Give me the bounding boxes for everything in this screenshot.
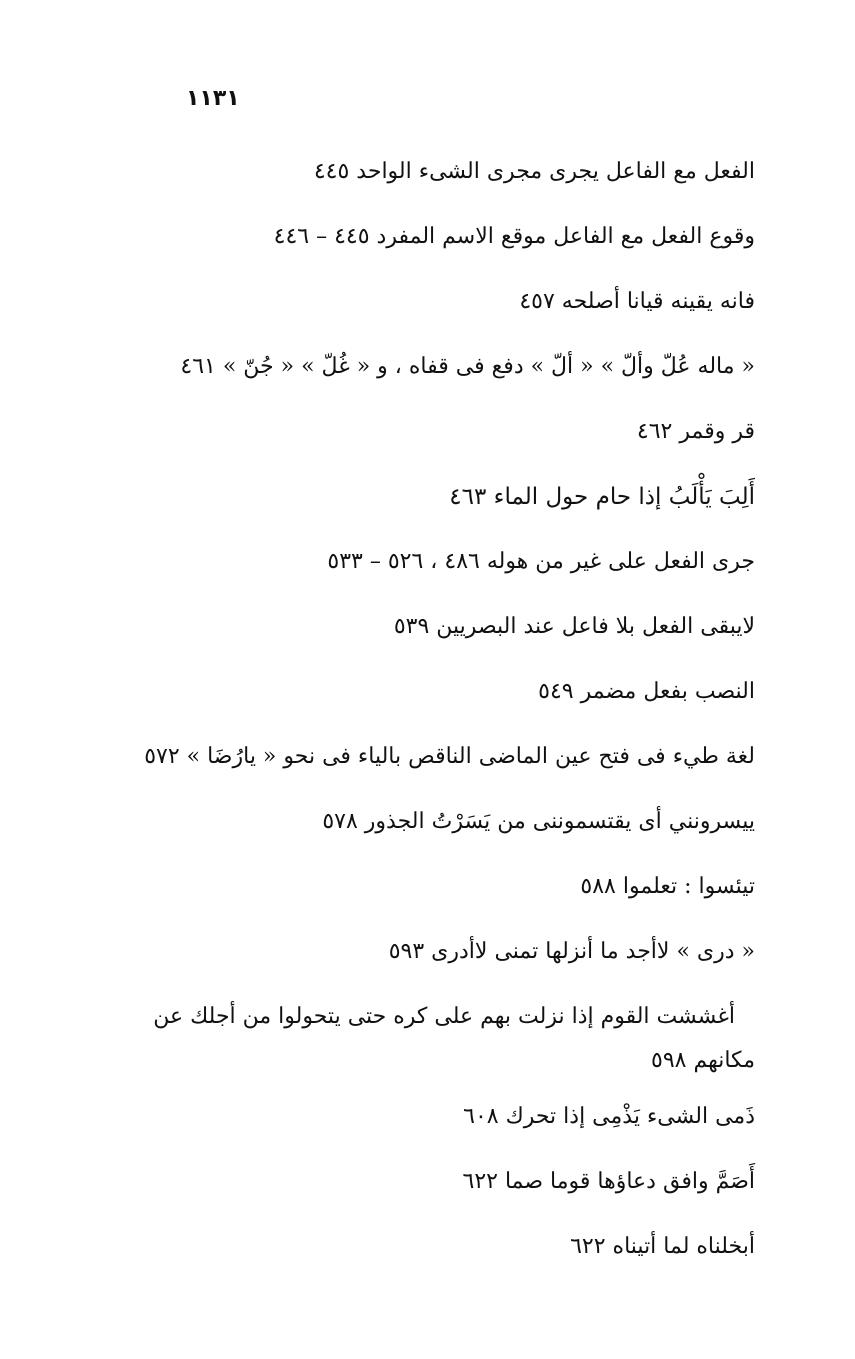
index-entry: النصب بفعل مضمر ٥٤٩ [538, 679, 755, 704]
index-entry: وقوع الفعل مع الفاعل موقع الاسم المفرد ٤٤٥ – ٤٤٦ [273, 224, 755, 249]
index-entry: أَصَمَّ وافق دعاؤها قوما صما ٦٢٢ [462, 1169, 755, 1194]
index-entry: الفعل مع الفاعل يجرى مجرى الشىء الواحد ٤٤٥ [313, 159, 755, 184]
index-entry: فانه يقينه قيانا أصلحه ٤٥٧ [519, 289, 755, 314]
page-number: ١١٣١ [186, 86, 240, 111]
index-entry: قر وقمر ٤٦٢ [636, 419, 755, 444]
index-entry: أَلِبَ يَأْلَبُ إذا حام حول الماء ٤٦٣ [449, 484, 755, 510]
index-entry: « ماله عُلّ وألّ » « ألّ » دفع فى قفاه ، و « غُلّ » « جُنّ » ٤٦١ [180, 354, 755, 379]
index-entry: جرى الفعل على غير من هوله ٤٨٦ ، ٥٢٦ – ٥٣٣ [327, 549, 755, 574]
index-entry: ييسرونني أى يقتسموننى من يَسَرْتُ الجذور ٥٧٨ [322, 809, 755, 834]
index-entry: أغششت القوم إذا نزلت بهم على كره حتى يتحولوا من أجلك عن مكانهم ٥٩٨ [153, 1004, 755, 1073]
index-entry: ذَمى الشىء يَذْمِى إذا تحرك ٦٠٨ [463, 1104, 755, 1129]
index-entry: أبخلناه لما أتيناه ٦٢٢ [570, 1234, 755, 1259]
index-entry: تيئسوا : تعلموا ٥٨٨ [580, 874, 755, 899]
index-entry: « درى » لاأجد ما أنزلها تمنى لاأدرى ٥٩٣ [388, 939, 755, 964]
index-entry: لايبقى الفعل بلا فاعل عند البصريين ٥٣٩ [393, 614, 755, 639]
index-entries [140, 150, 755, 1290]
index-entry: لغة طيء فى فتح عين الماضى الناقص بالياء فى نحو « يارُضَا » ٥٧٢ [144, 744, 755, 769]
